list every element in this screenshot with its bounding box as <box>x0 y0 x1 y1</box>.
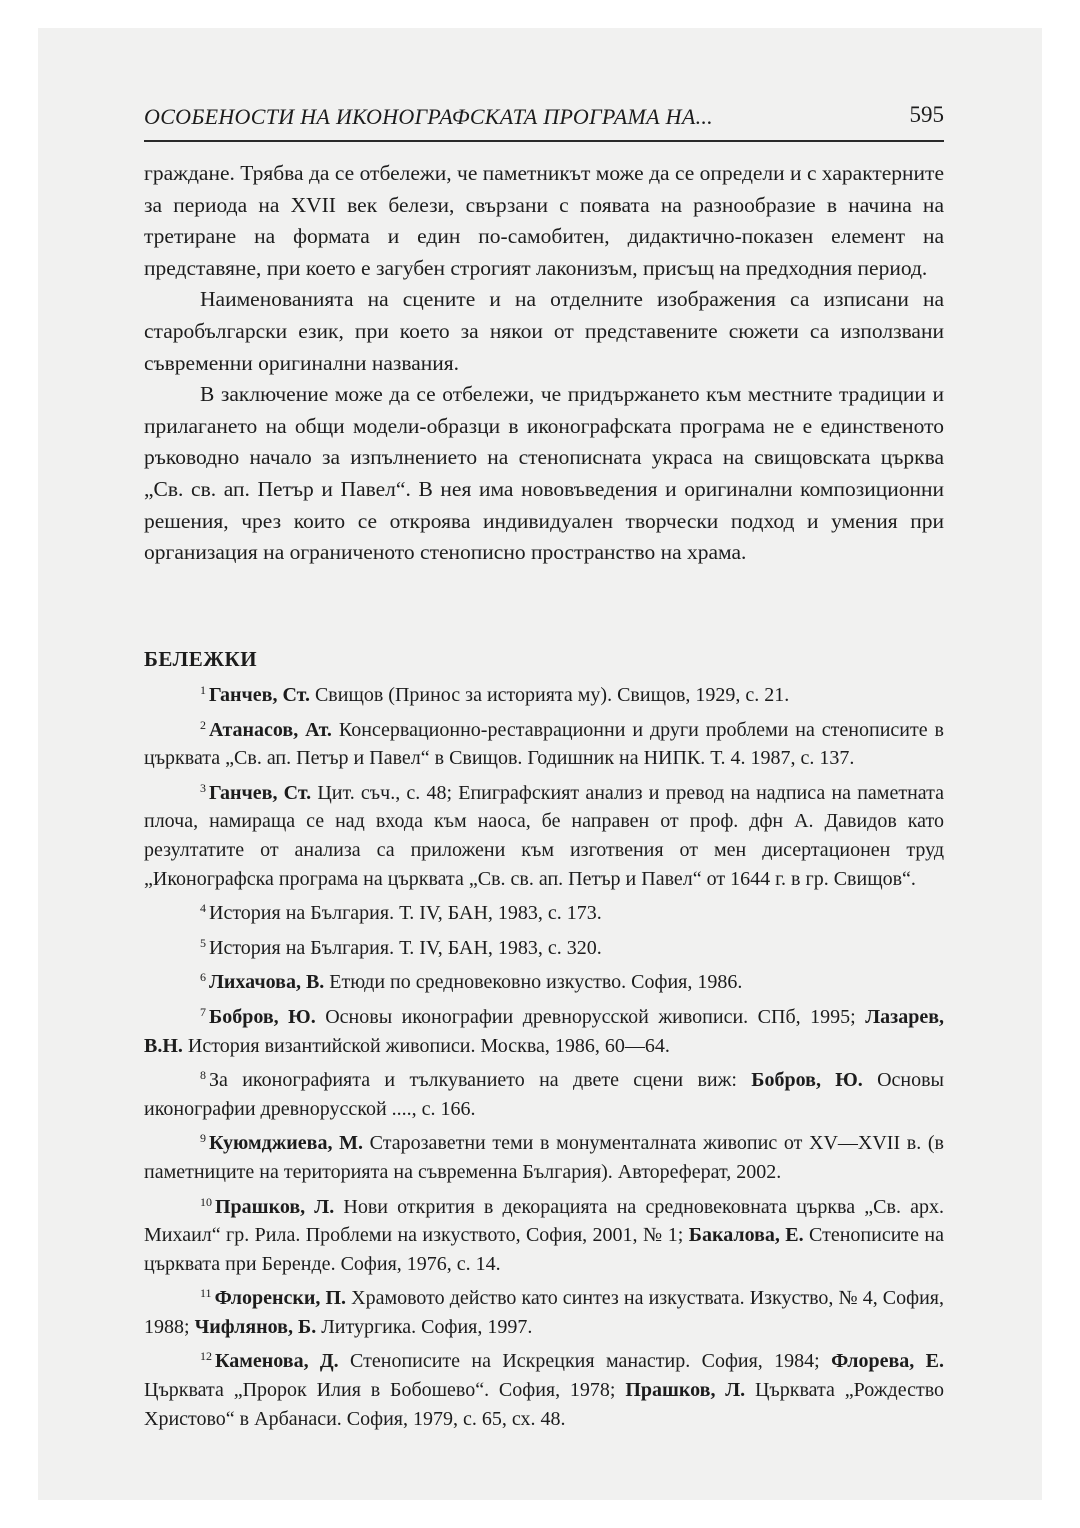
footnote-number: 1 <box>200 683 206 697</box>
footnote-text: Храмовото действо като синтез на изкуствата. Изкуство, № 4, София, 1988; <box>144 1287 944 1338</box>
footnote-text: Етюди по средновековно изкуство. София, 1986. <box>324 971 743 994</box>
footnote-text: Църквата „Пророк Илия в Бобошево“. София, 1978; <box>144 1379 626 1402</box>
running-title: ОСОБЕНОСТИ НА ИКОНОГРАФСКАТА ПРОГРАМА НА... <box>144 104 713 129</box>
footnote-author: Куюмджиева, М. <box>209 1132 364 1155</box>
footnote-11 <box>144 1279 944 1341</box>
footnote-text: История на България. Т. IV, БАН, 1983, с. 173. <box>209 902 602 925</box>
paragraph-1: граждане. Трябва да се отбележи, че паметникът може да се определи и с характерните за периода на XVII век белези, свързани с появата на разнообразие в начина на третиране на формата и един по-самобитен, дидактично-показен елемент на представяне, при което е загубен строгият лаконизъм, присъщ на предходния период. <box>144 161 944 280</box>
paragraph-2: Наименованията на сцените и на отделните изображения са изписани на старобългарски език, при което за някои от представените сюжети са използвани съвременни оригинални названия. <box>144 287 944 375</box>
footnote-number: 2 <box>200 717 206 732</box>
footnote-number: 12 <box>200 1349 212 1364</box>
footnote-text: Нови открития в декорацията на средновековната църква „Св. арх. Михаил“ гр. Рила. Проблеми на изкуството, София, 2001, № 1; <box>144 1195 944 1247</box>
footnote-9 <box>144 1124 944 1186</box>
footnote-1 <box>144 676 944 710</box>
footnote-number: 11 <box>200 1286 212 1301</box>
footnote-12 <box>144 1342 944 1433</box>
footnote-text: Свищов (Принос за историята му). Свищов, 1929, с. 21. <box>309 684 790 706</box>
footnote-text: История на България. Т. IV, БАН, 1983, с. 320. <box>209 936 602 959</box>
page-header <box>144 100 944 142</box>
notes-heading: БЕЛЕЖКИ <box>144 647 258 671</box>
footnote-author: Флоренски, П. <box>214 1287 347 1310</box>
footnote-author: Бакалова, Е. <box>688 1224 804 1247</box>
footnote-text: Литургика. София, 1997. <box>316 1315 533 1338</box>
footnote-author: Каменова, Д. <box>215 1350 339 1373</box>
footnote-2 <box>144 711 944 773</box>
footnote-10 <box>144 1188 944 1279</box>
notes-list <box>144 676 944 1434</box>
footnote-author: Лихачова, В. <box>209 971 325 994</box>
footnote-text: Цит. съч., с. 48; Епиграфският анализ и превод на надписа на паметната плоча, намираща се над входа към наоса, бе направен от проф. дфн А. Давидов като резултатите от анализа са приложени към изготвения от мен дисертационен труд „Иконографска програма на църквата „Св. св. ап. Петър и Павел“ от 1644 г. в гр. Свищов“. <box>144 781 945 890</box>
footnote-author: Атанасов, Ат. <box>209 718 332 741</box>
footnote-number: 9 <box>200 1131 206 1146</box>
footnote-number: 10 <box>200 1194 212 1209</box>
footnote-author: Бобров, Ю. <box>751 1069 863 1092</box>
footnote-number: 6 <box>200 970 206 985</box>
footnote-author: Чифлянов, Б. <box>194 1315 317 1338</box>
paragraph-3: В заключение може да се отбележи, че придържането към местните традиции и прилагането на общи модели-образци в иконографската програма не е единственото ръководно начало за изпълнението на стенописната украса на свищовската църква „Св. св. ап. Петър и Павел“. В нея има нововъведения и оригинални композиционни решения, чрез които се откроява индивидуален творчески подход и умения при организация на ограниченото стенописно пространство на храма. <box>144 382 944 565</box>
footnote-author: Прашков, Л. <box>625 1379 746 1402</box>
footnote-5 <box>144 929 944 963</box>
footnote-author: Бобров, Ю. <box>209 1005 316 1028</box>
footnote-4 <box>144 894 944 928</box>
footnote-text: Стенописите на Искрецкия манастир. София, 1984; <box>338 1350 832 1373</box>
footnote-text: За иконографията и тълкуванието на двете сцени виж: <box>209 1069 752 1092</box>
footnote-text: Стенописите на църквата при Беренде. София, 1976, с. 14. <box>144 1224 944 1275</box>
page-number: 595 <box>909 102 944 127</box>
footnote-author: Ганчев, Ст. <box>209 781 312 804</box>
footnote-text: Основы иконографии древнорусской ...., с. 166. <box>144 1069 944 1120</box>
body-text <box>144 158 944 569</box>
footnote-7 <box>144 998 944 1060</box>
footnote-author: Флорева, Е. <box>831 1350 944 1373</box>
footnote-author: Лазарев, В.Н. <box>144 1005 944 1057</box>
footnote-number: 4 <box>200 901 206 916</box>
footnote-text: Църквата „Рождество Христово“ в Арбанаси. София, 1979, с. 65, сх. 48. <box>144 1379 945 1430</box>
footnote-3 <box>144 774 944 893</box>
footnote-number: 8 <box>200 1068 206 1083</box>
footnote-text: История византийской живописи. Москва, 1986, 60—64. <box>182 1034 670 1057</box>
footnote-number: 5 <box>200 935 206 950</box>
footnote-6 <box>144 963 944 997</box>
footnote-text: Основы иконографии древнорусской живописи. СПб, 1995; <box>315 1005 866 1028</box>
footnote-number: 3 <box>200 780 206 795</box>
footnote-text: Старозаветни теми в монументалната живопис от XV—XVII в. (в паметниците на територията на съвременна България). Автореферат, 2002. <box>144 1132 944 1183</box>
footnote-8 <box>144 1061 944 1123</box>
footnote-author: Ганчев, Ст. <box>209 684 310 706</box>
footnote-text: Консервационно-реставрационни и други проблеми на стенописите в църквата „Св. ап. Петър и Павел“ в Свищов. Годишник на НИПК. Т. 4. 1987, с. 137. <box>144 718 944 770</box>
footnote-author: Прашков, Л. <box>215 1195 335 1218</box>
footnote-number: 7 <box>200 1004 206 1019</box>
